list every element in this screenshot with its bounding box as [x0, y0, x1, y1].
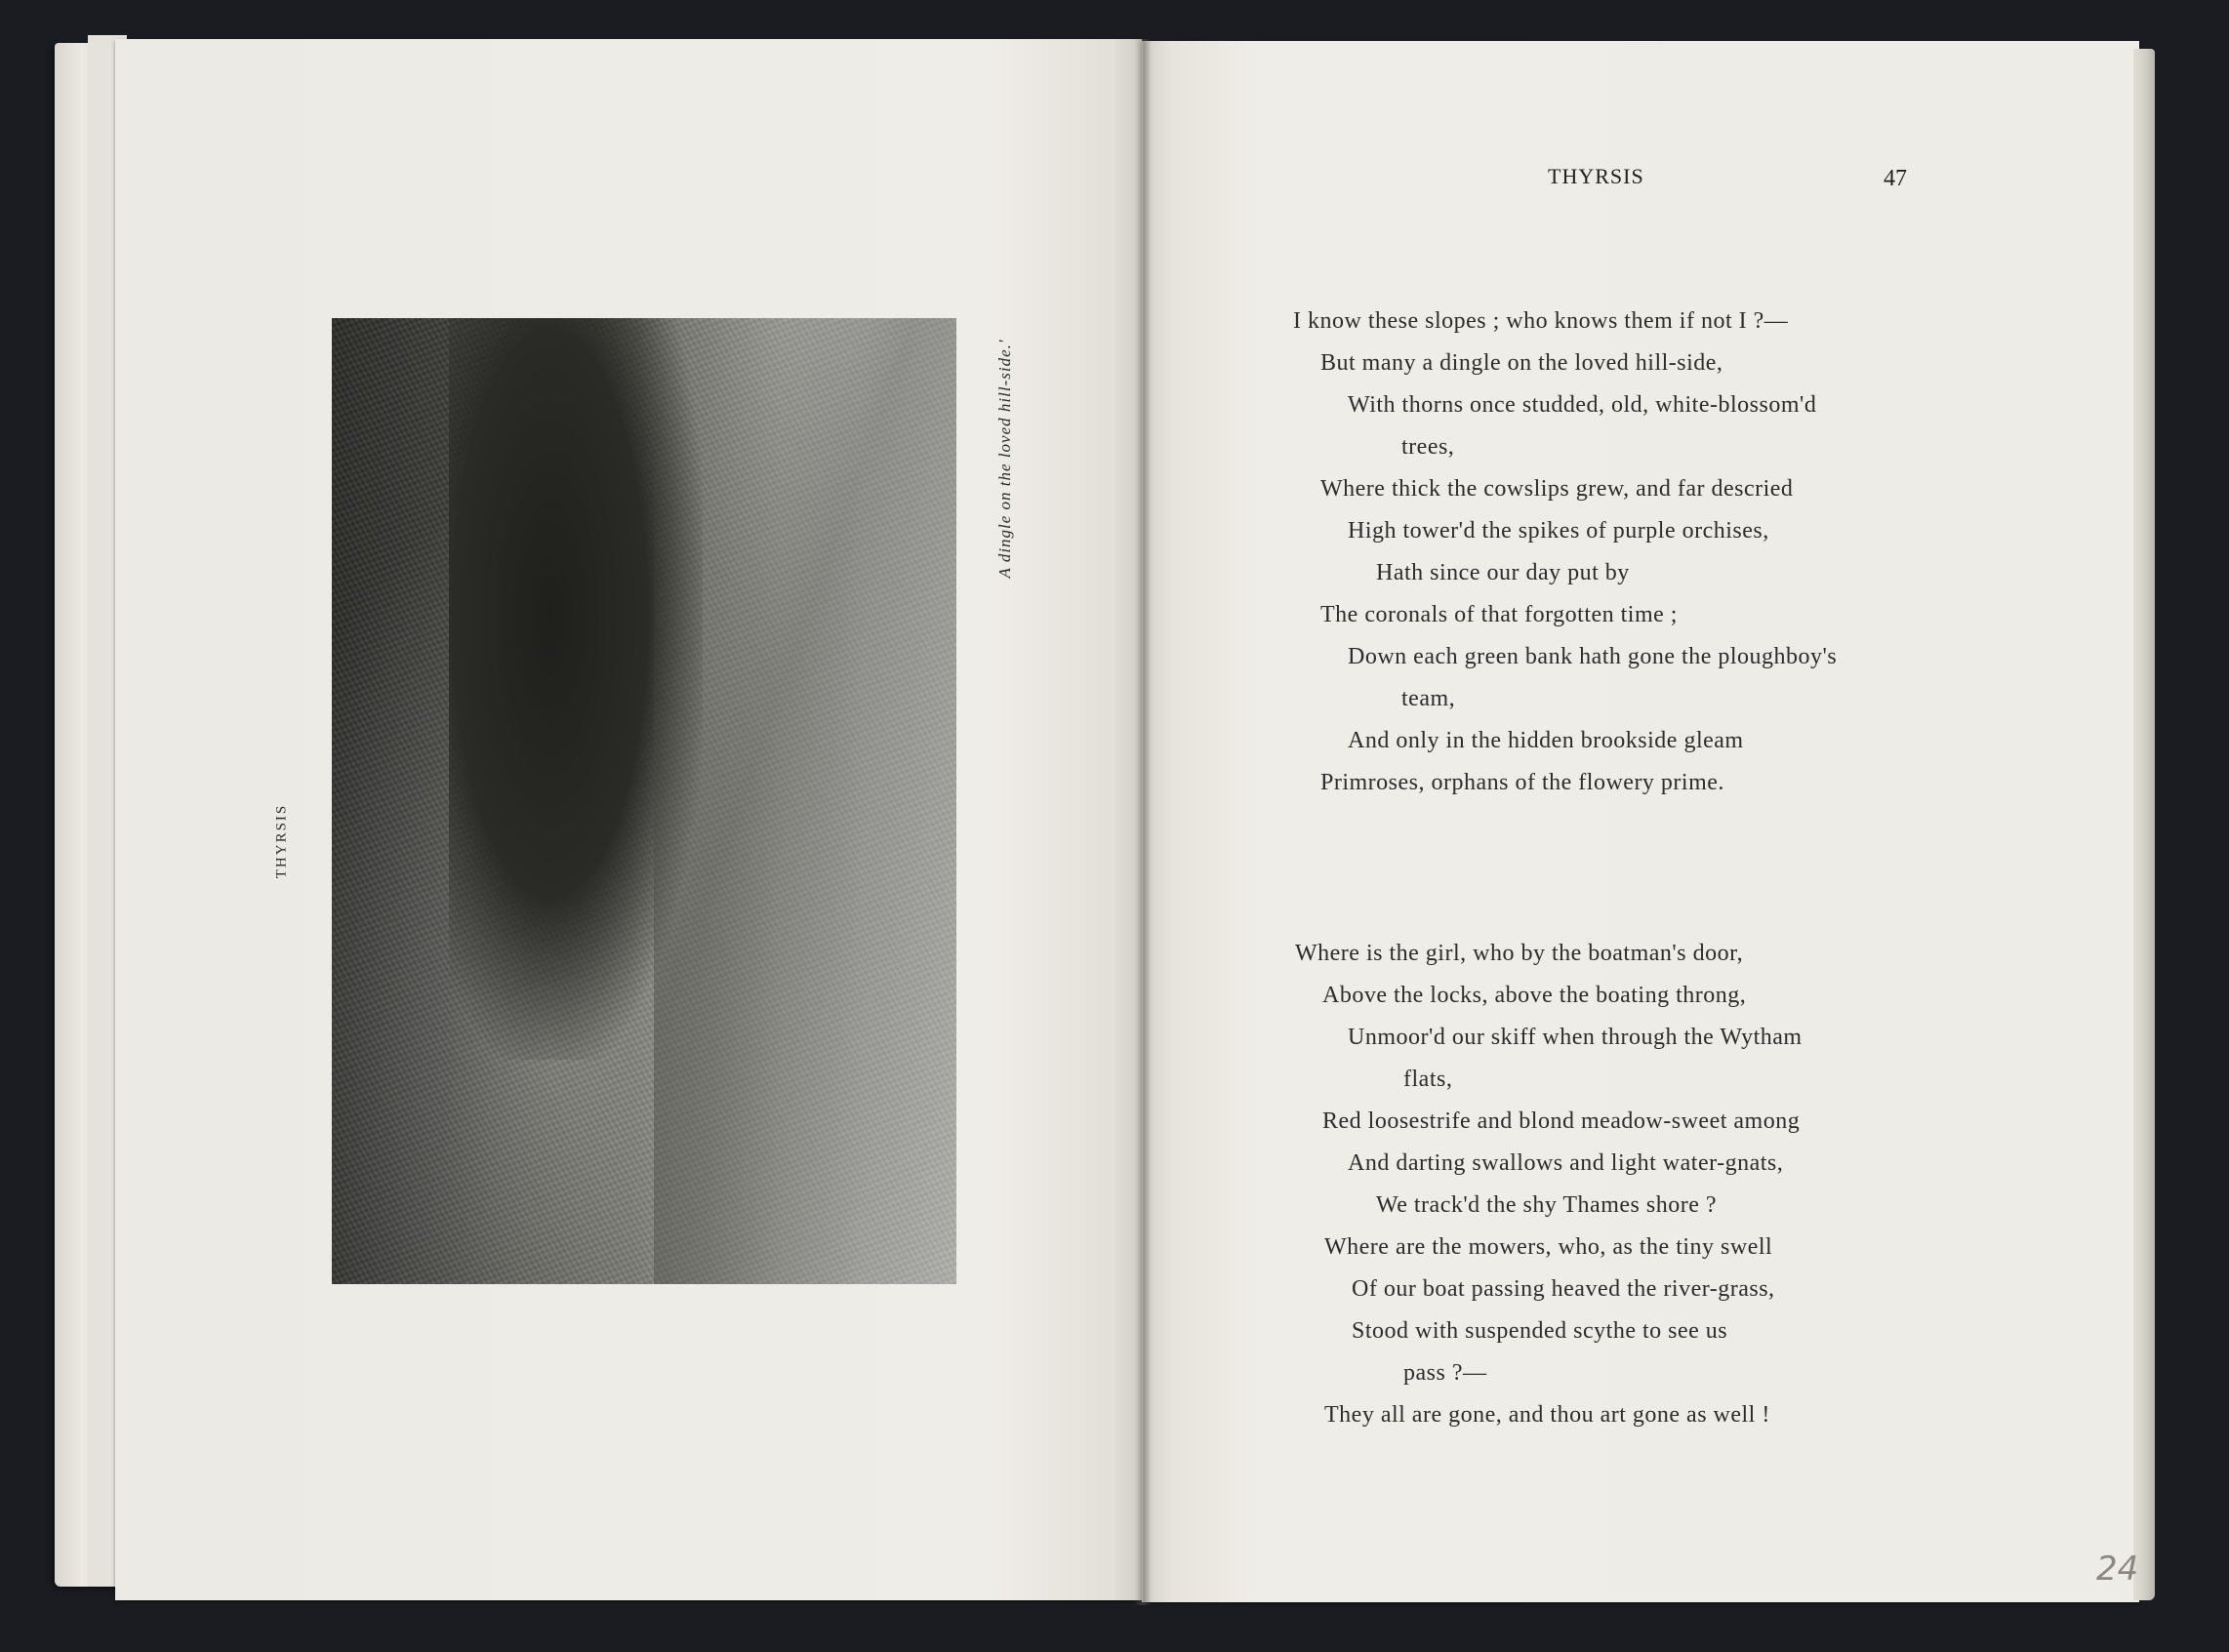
poem-line: We track'd the shy Thames shore ? — [1376, 1192, 1718, 1218]
poem-line: trees, — [1401, 434, 1455, 460]
poem-line: But many a dingle on the loved hill-side, — [1320, 350, 1723, 376]
poem-line: I know these slopes ; who knows them if not I ?— — [1293, 308, 1789, 334]
poem-line: Down each green bank hath gone the ploughboy's — [1348, 644, 1838, 669]
side-title: THYRSIS — [273, 803, 290, 879]
right-page — [1142, 41, 2139, 1602]
poem-line: Of our boat passing heaved the river-grass, — [1352, 1276, 1775, 1302]
poem-line: team, — [1401, 686, 1456, 711]
poem-line: Stood with suspended scythe to see us — [1352, 1318, 1728, 1344]
poem-line: Primroses, orphans of the flowery prime. — [1320, 770, 1724, 795]
poem-line: Where is the girl, who by the boatman's door, — [1295, 941, 1744, 966]
poem-line: And darting swallows and light water-gnats, — [1348, 1150, 1784, 1176]
book-gutter — [1134, 39, 1152, 1605]
running-head: THYRSIS — [1548, 164, 1644, 188]
plate-hillside — [654, 318, 956, 1284]
poem-line: Hath since our day put by — [1376, 560, 1630, 585]
poem-line: With thorns once studded, old, white-blossom'd — [1348, 392, 1817, 418]
plate-caption: A dingle on the loved hill-side.' — [995, 339, 1014, 579]
page-number: 47 — [1884, 166, 1907, 191]
right-page-stack — [2133, 49, 2155, 1600]
poem-line: Above the locks, above the boating throng, — [1322, 983, 1747, 1008]
poem-line: pass ?— — [1403, 1360, 1487, 1386]
poem-line: Red loosestrife and blond meadow-sweet among — [1322, 1108, 1801, 1134]
poem-line: Where are the mowers, who, as the tiny swell — [1324, 1234, 1773, 1260]
poem-line: The coronals of that forgotten time ; — [1320, 602, 1678, 627]
photo-plate — [332, 318, 956, 1284]
poem-line: Unmoor'd our skiff when through the Wytham — [1348, 1025, 1803, 1050]
pencil-folio-mark: 24 — [2096, 1550, 2139, 1589]
poem-line: They all are gone, and thou art gone as well ! — [1324, 1402, 1770, 1428]
poem-line: flats, — [1403, 1067, 1453, 1092]
poem-line: Where thick the cowslips grew, and far descried — [1320, 476, 1794, 502]
poem-line: And only in the hidden brookside gleam — [1348, 728, 1744, 753]
poem-line: High tower'd the spikes of purple orchises, — [1348, 518, 1769, 544]
